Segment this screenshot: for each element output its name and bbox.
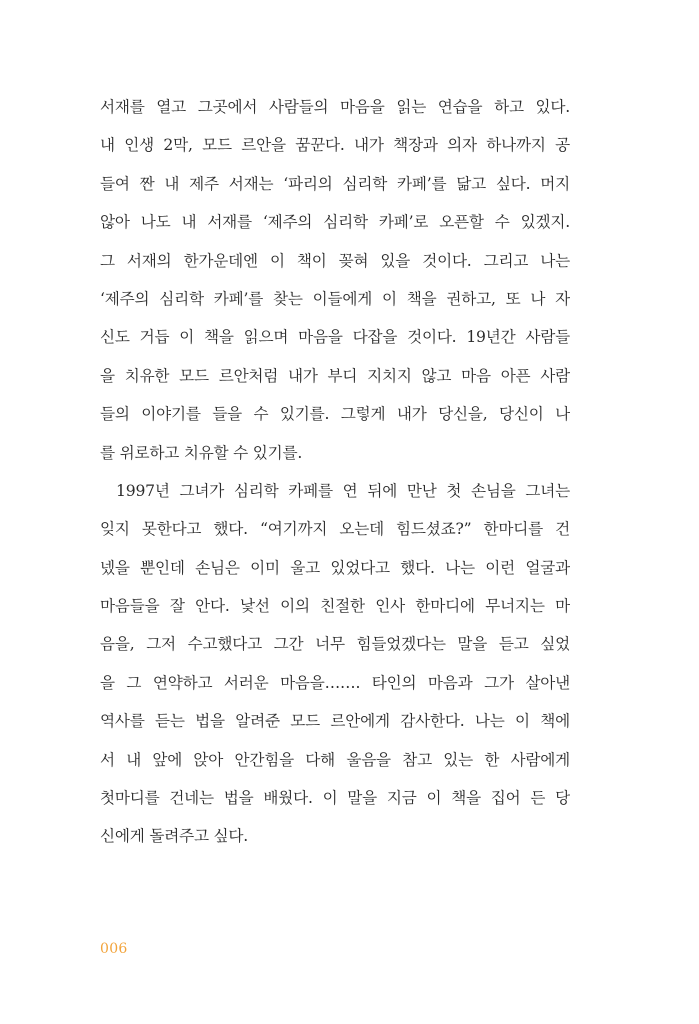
text-line: 그 서재의 한가운데엔 이 책이 꽂혀 있을 것이다. 그리고 나는 [100,251,570,270]
text-line: 신에게 돌려주고 싶다. [100,827,249,846]
text-line: 마음들을 잘 안다. 낯선 이의 친절한 인사 한마디에 무너지는 마 [100,597,570,616]
text-line: 1997년 그녀가 심리학 카페를 연 뒤에 만난 첫 손님을 그녀는 [116,481,570,500]
text-line: 서 내 앞에 앉아 안간힘을 다해 울음을 참고 있는 한 사람에게 [100,750,570,769]
text-line: 들여 짠 내 제주 서재는 ‘파리의 심리학 카페’를 닮고 싶다. 머지 [100,174,570,193]
text-line: 를 위로하고 치유할 수 있기를. [100,443,303,462]
text-line: 을 치유한 모드 르안처럼 내가 부디 지치지 않고 마음 아픈 사람 [100,366,570,385]
text-line: 역사를 듣는 법을 알려준 모드 르안에게 감사한다. 나는 이 책에 [100,712,570,731]
text-line: 첫마디를 건네는 법을 배웠다. 이 말을 지금 이 책을 집어 든 당 [100,789,570,808]
page-number: 006 [100,941,128,957]
text-line: 넸을 뿐인데 손님은 이미 울고 있었다고 했다. 나는 이런 얼굴과 [100,558,570,577]
text-line: 서재를 열고 그곳에서 사람들의 마음을 읽는 연습을 하고 있다. [100,98,570,116]
text-line: 을 그 연약하고 서러운 마음을……. 타인의 마음과 그가 살아낸 [100,673,570,692]
text-line: 잊지 못한다고 했다. “여기까지 오는데 힘드셨죠?” 한마디를 건 [100,520,570,539]
text-line: ‘제주의 심리학 카페’를 찾는 이들에게 이 책을 권하고, 또 나 자 [100,289,570,308]
text-line: 음을, 그저 수고했다고 그간 너무 힘들었겠다는 말을 듣고 싶었 [100,635,570,654]
body-text [100,88,570,856]
text-line: 않아 나도 내 서재를 ‘제주의 심리학 카페’로 오픈할 수 있겠지. [100,213,570,232]
text-line: 신도 거듭 이 책을 읽으며 마음을 다잡을 것이다. 19년간 사람들 [100,328,570,347]
text-line: 내 인생 2막, 모드 르안을 꿈꾼다. 내가 책장과 의자 하나까지 공 [100,136,570,155]
text-line: 들의 이야기를 들을 수 있기를. 그렇게 내가 당신을, 당신이 나 [100,405,570,424]
